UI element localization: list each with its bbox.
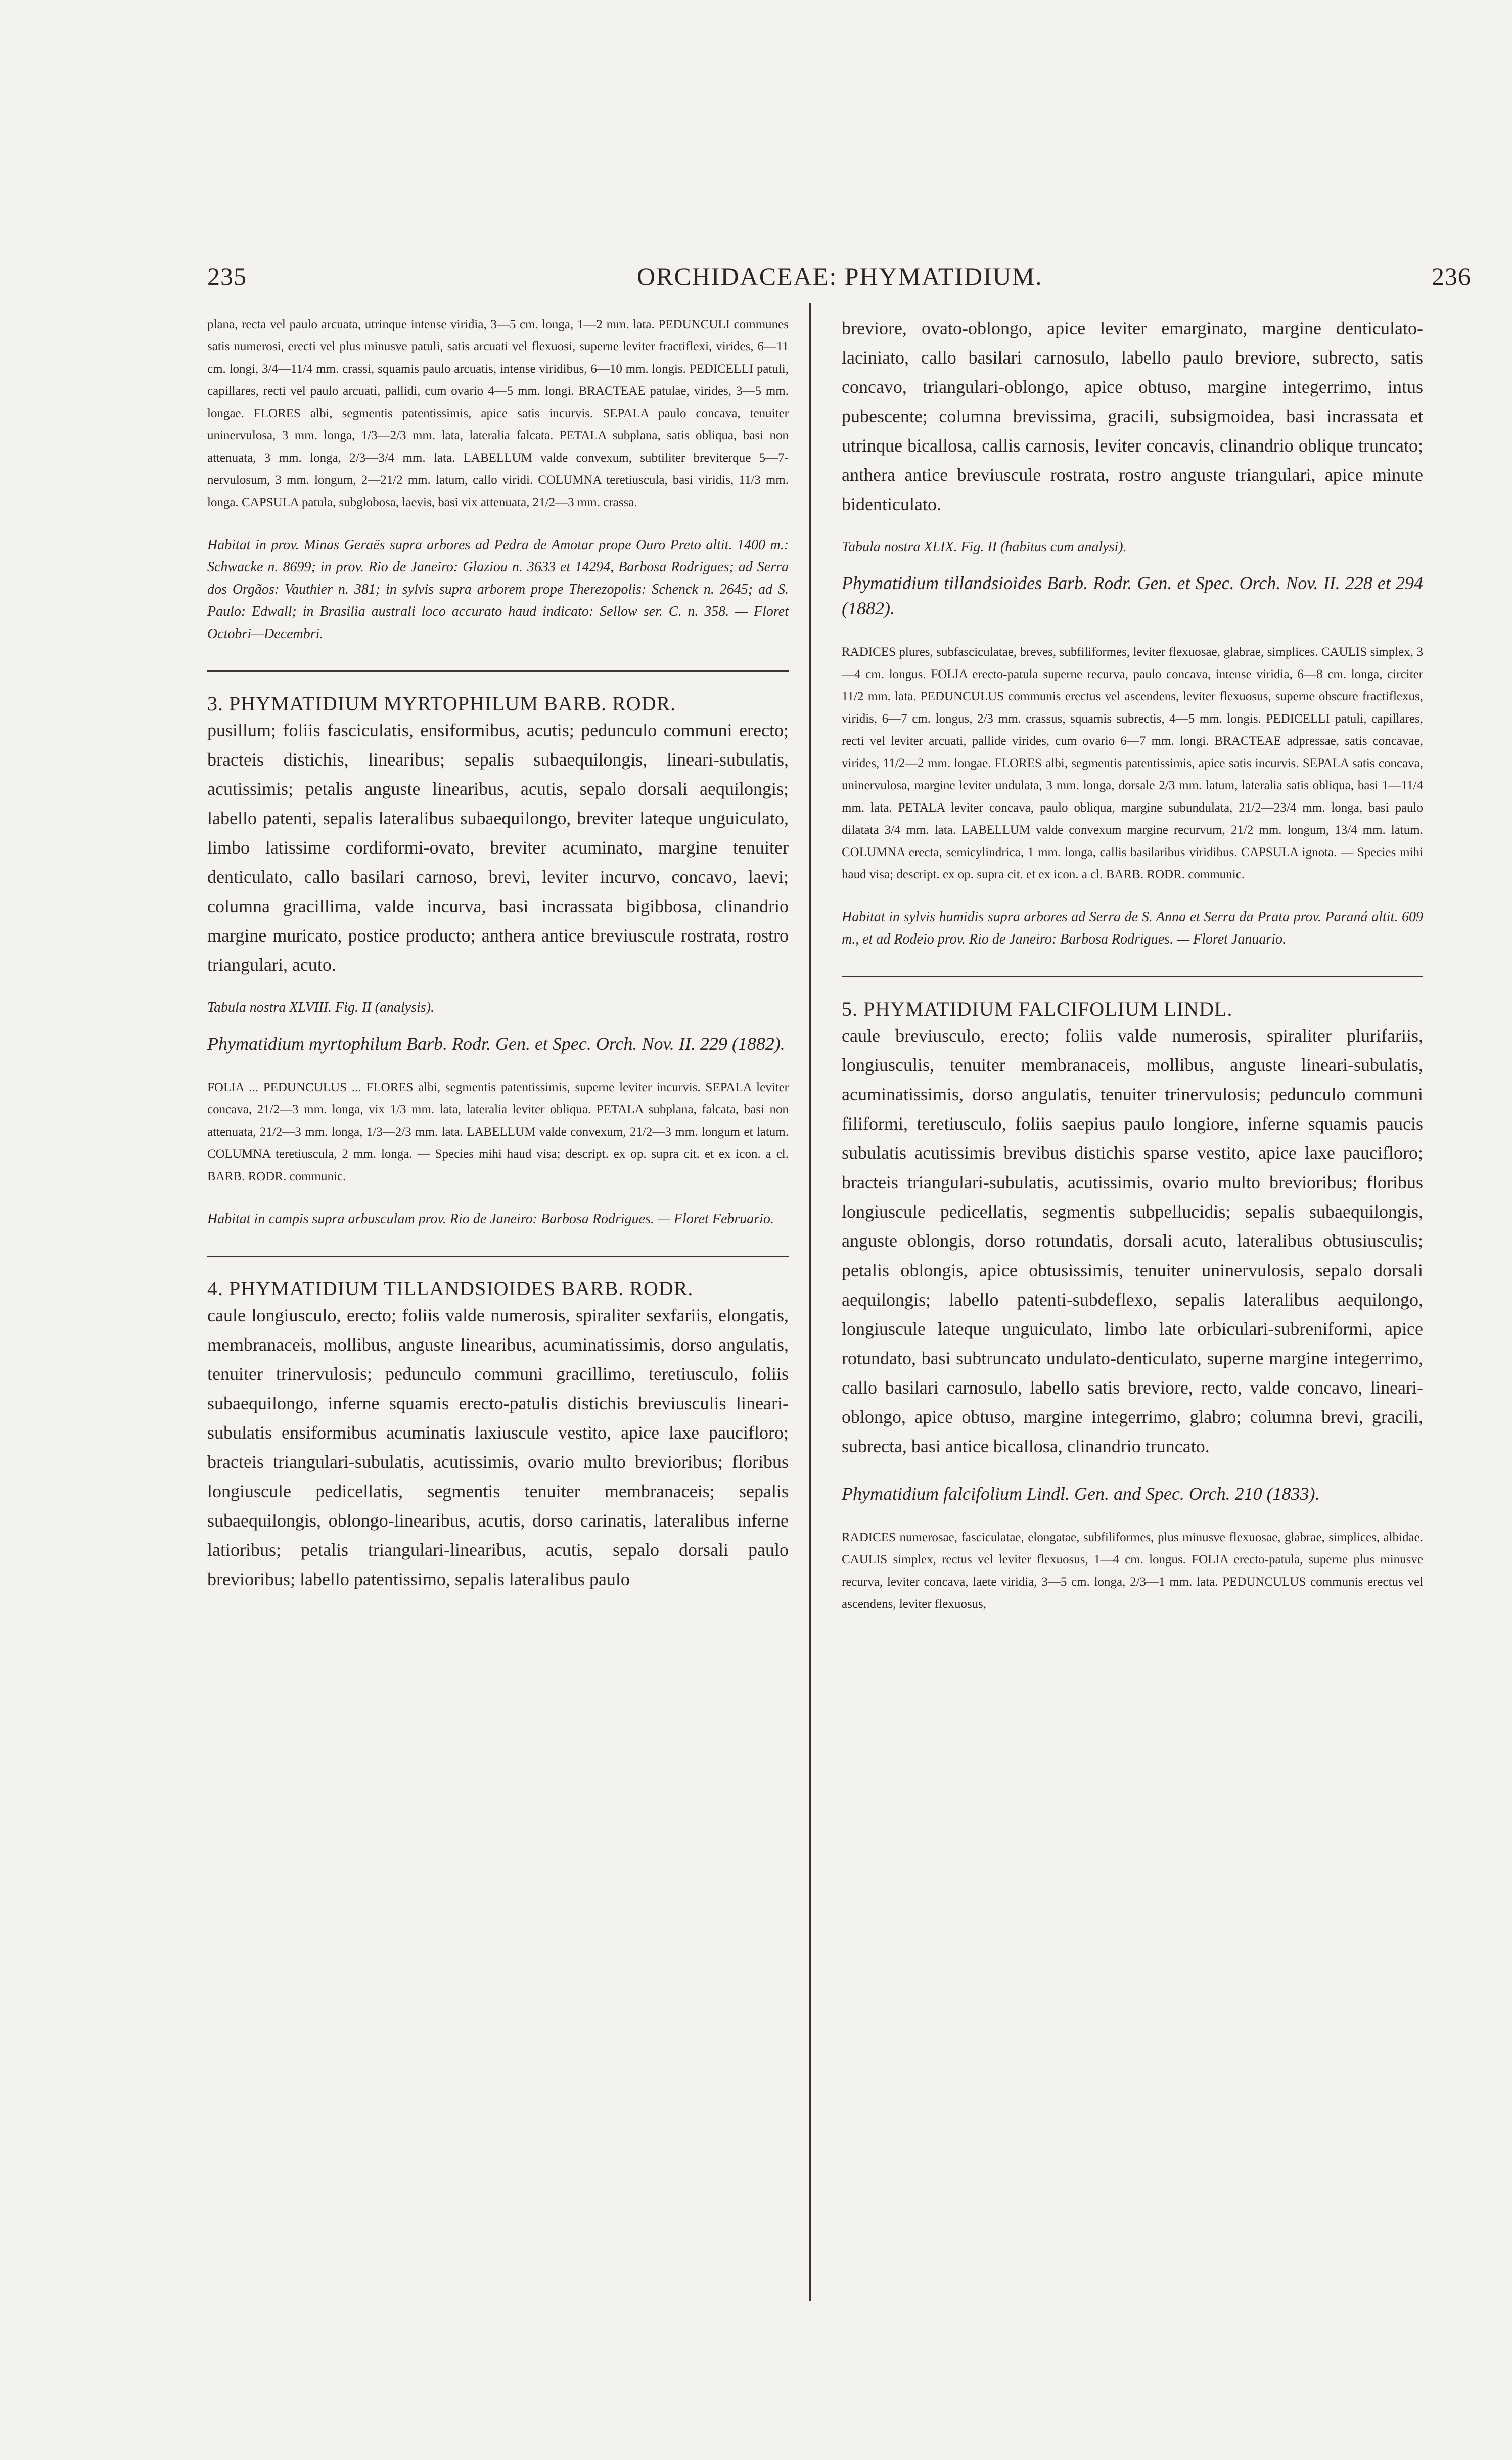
- right-column: [842, 314, 1423, 1626]
- running-title: ORCHIDACEAE: PHYMATIDIUM.: [637, 262, 1043, 290]
- section-rule: [207, 1256, 789, 1257]
- column-divider: [809, 303, 811, 2301]
- diagnosis-text: caule longiusculo, erecto; foliis valde numerosis, spiraliter sexfariis, elongatis, membranaceis, mollibus, anguste linearibus, acuminatissimis, dorso angulatis, tenuiter trinervulosis; pedunculo communi gracillimo, teretiusculo, foliis subaequilongo, inferne squamis erecto-patulis distichis breviusculis lineari-subulatis ensiformibus acuminatis laxiuscule vestito, apice laxe paucifloro; bracteis triangulari-subulatis, acutissimis, ovario multo brevioribus; floribus longiuscule pedicellatis, segmentis tenuiter membranaceis; sepalis subaequilongis, oblongo-linearibus, acutis, dorso carinatis, lateralibus inferne latioribus; petalis triangulari-linearibus, acutis, sepalo dorsali paulo brevioribus; labello patentissimo, sepalis lateralibus paulo: [207, 1305, 789, 1589]
- left-column: [207, 314, 789, 1614]
- page-header: [207, 255, 1471, 296]
- species-heading: 5. PHYMATIDIUM FALCIFOLIUM LINDL.: [842, 998, 1233, 1020]
- section-rule: [207, 670, 789, 672]
- description-text: plana, recta vel paulo arcuata, utrinque intense viridia, 3—5 cm. longa, 1—2 mm. lata. PEDUNCULI communes satis numerosi, erecti vel plus minusve patuli, satis arcuati vel flexuosi, superne leviter fractiflexi, virides, 6—11 cm. longi, 3/4—11/4 mm. crassi, squamis paulo arcuatis, intense viridibus, 6—10 mm. longis. PEDICELLI patuli, capillares, recti vel paulo arcuati, pallidi, cum ovario 4—5 mm. longi. BRACTEAE patulae, virides, 3—5 mm. longae. FLORES albi, segmentis patentissimis, apice satis incurvis. SEPALA paulo concava, tenuiter uninervulosa, 3 mm. longa, 1/3—2/3 mm. lata, lateralia falcata. PETALA subplana, satis obliqua, basi non attenuata, 3 mm. longa, 2/3—3/4 mm. lata. LABELLUM valde convexum, subtiliter breviterque 5—7-nervulosum, 3 mm. longum, 2—21/2 mm. latum, callo viridi. COLUMNA teretiuscula, basi viridis, 11/3 mm. longa. CAPSULA patula, subglobosa, laevis, basi vix attenuata, 21/2—3 mm. crassa.: [207, 318, 789, 509]
- habitat-text: Habitat in campis supra arbusculam prov. Rio de Janeiro: Barbosa Rodrigues. — Floret Februario.: [207, 1211, 774, 1227]
- diagnosis-text: breviore, ovato-oblongo, apice leviter emarginato, margine denticulato-laciniato, callo basilari carnosulo, labello paulo breviore, subrecto, satis concavo, triangulari-oblongo, apice obtuso, margine integerrimo, intus pubescente; columna brevissima, gracili, subsigmoidea, basi incrassata et utrinque bicallosa, callis carnosis, leviter concavis, clinandrio oblique truncato; anthera antice breviuscule rostrata, rostro anguste triangulari, apice minute bidenticulato.: [842, 318, 1423, 514]
- section-rule: [842, 976, 1423, 977]
- habitat-text: Habitat in prov. Minas Geraës supra arbores ad Pedra de Amotar prope Ouro Preto altit. 1400 m.: Schwacke n. 8699; in prov. Rio de Janeiro: Glaziou n. 3633 et 14294, Barbosa Rodrigues; ad Serra dos Orgãos: Vauthier n. 381; in sylvis supra arborem prope Therezopolis: Schenck n. 2645; ad S. Paulo: Edwall; in Brasilia australi loco accurato haud indicato: Sellow ser. C. n. 358. — Floret Octobri—Decembri.: [207, 537, 789, 642]
- page-number-right: 236: [1432, 262, 1471, 290]
- species-heading: 4. PHYMATIDIUM TILLANDSIOIDES BARB. RODR.: [207, 1277, 694, 1300]
- description-text: RADICES plures, subfasciculatae, breves, subfiliformes, leviter flexuosae, glabrae, simplices. CAULIS simplex, 3—4 cm. longus. FOLIA erecto-patula superne recurva, paulo concava, intense viridia, 6—8 cm. longa, circiter 11/2 mm. lata. PEDUNCULUS communis erectus vel ascendens, leviter flexuosus, superne obscure fractiflexus, viridis, 6—7 cm. longus, 2/3 mm. crassus, squamis subrectis, 4—5 mm. longis. PEDICELLI patuli, capillares, recti vel leviter arcuati, pallide virides, cum ovario 6—7 mm. longi. BRACTEAE adpressae, satis concavae, virides, 11/2—2 mm. longae. FLORES albi, segmentis patentissimis, apice satis incurvis. SEPALA satis concava, uninervulosa, margine leviter undulata, 3 mm. longa, dorsale 2/3 mm. latum, lateralia satis obliqua, basi 1—11/4 mm. lata. PETALA leviter concava, paulo obliqua, margine subundulata, 21/2—23/4 mm. longa, basi paulo dilatata 3/4 mm. lata. LABELLUM valde convexum margine recurvum, 21/2 mm. longum, 13/4 mm. latum. COLUMNA erecta, semicylindrica, 1 mm. longa, callis basilaribus viridibus. CAPSULA ignota. — Species mihi haud visa; descript. ex op. supra cit. et ex icon. a cl. BARB. RODR. communic.: [842, 645, 1423, 881]
- citation: Phymatidium myrtophilum Barb. Rodr. Gen. et Spec. Orch. Nov. II. 229 (1882).: [207, 1034, 785, 1054]
- citation: Phymatidium falcifolium Lindl. Gen. and Spec. Orch. 210 (1833).: [842, 1484, 1320, 1504]
- plate-reference: Tabula nostra XLVIII. Fig. II (analysis).: [207, 1000, 435, 1015]
- diagnosis-text: pusillum; foliis fasciculatis, ensiformibus, acutis; pedunculo communi erecto; bracteis distichis, linearibus; sepalis subaequilongis, lineari-subulatis, acutissimis; petalis anguste linearibus, acutis, sepalo dorsali aequilongis; labello patenti, sepalis lateralibus subaequilongo, breviter lateque unguiculato, limbo latissime cordiformi-ovato, breviter acuminato, margine tenuiter denticulato, callo basilari carnoso, brevi, leviter incurvo, concavo, laevi; columna gracillima, valde incurva, basi incrassata bigibbosa, clinandrio margine muricato, postice producto; anthera antice breviuscule rostrata, rostro triangulari, acuto.: [207, 720, 789, 975]
- citation: Phymatidium tillandsioides Barb. Rodr. Gen. et Spec. Orch. Nov. II. 228 et 294 (1882).: [842, 573, 1423, 618]
- habitat-text: Habitat in sylvis humidis supra arbores ad Serra de S. Anna et Serra da Prata prov. Paraná altit. 609 m., et ad Rodeio prov. Rio de Janeiro: Barbosa Rodrigues. — Floret Januario.: [842, 909, 1423, 947]
- species-heading: 3. PHYMATIDIUM MYRTOPHILUM BARB. RODR.: [207, 692, 676, 715]
- description-text: FOLIA ... PEDUNCULUS ... FLORES albi, segmentis patentissimis, superne leviter incurvis. SEPALA leviter concava, 21/2—3 mm. longa, vix 1/3 mm. lata, lateralia leviter obliqua. PETALA subplana, falcata, basi non attenuata, 21/2—3 mm. longa, 1/3—2/3 mm. lata. LABELLUM valde convexum, 21/2—3 mm. longum et latum. COLUMNA teretiuscula, 2 mm. longa. — Species mihi haud visa; descript. ex op. supra cit. et ex icon. a cl. BARB. RODR. communic.: [207, 1081, 789, 1183]
- diagnosis-text: caule breviusculo, erecto; foliis valde numerosis, spiraliter plurifariis, longiusculis, tenuiter membranaceis, mollibus, anguste lineari-subulatis, acuminatissimis, dorso angulatis, tenuiter trinervulosis; pedunculo communi filiformi, teretiusculo, foliis saepius paulo longiore, inferne squamis paucis subulatis acutissimis brevibus distichis sparse vestito, apice laxe paucifloro; bracteis triangulari-subulatis, acutissimis, ovario multo brevioribus; floribus longiuscule pedicellatis, segmentis subpellucidis; sepalis subaequilongis, anguste oblongis, dorso rotundatis, dorsali acuto, lateralibus obtusiusculis; petalis oblongis, apice obtusissimis, tenuiter uninervulosis, sepalo dorsali aequilongis; labello patenti-subdeflexo, sepalis lateralibus aequilongo, longiuscule lateque unguiculato, limbo late orbiculari-subreniformi, apice rotundato, basi subtruncato undulato-denticulato, superne margine integerrimo, callo basilari carnosulo, labello satis breviore, recto, valde concavo, lineari-oblongo, apice obtuso, margine integerrimo, glabro; columna brevi, gracili, subrecta, basi antice bicallosa, clinandrio truncato.: [842, 1025, 1423, 1456]
- page-number-left: 235: [207, 262, 247, 290]
- description-text: RADICES numerosae, fasciculatae, elongatae, subfiliformes, plus minusve flexuosae, glabrae, simplices, albidae. CAULIS simplex, rectus vel leviter flexuosus, 1—4 cm. longus. FOLIA erecto-patula, superne plus minusve recurva, leviter concava, laete viridia, 3—5 cm. longa, 2/3—1 mm. lata. PEDUNCULUS communis erectus vel ascendens, leviter flexuosus,: [842, 1531, 1423, 1611]
- plate-reference: Tabula nostra XLIX. Fig. II (habitus cum analysi).: [842, 539, 1127, 555]
